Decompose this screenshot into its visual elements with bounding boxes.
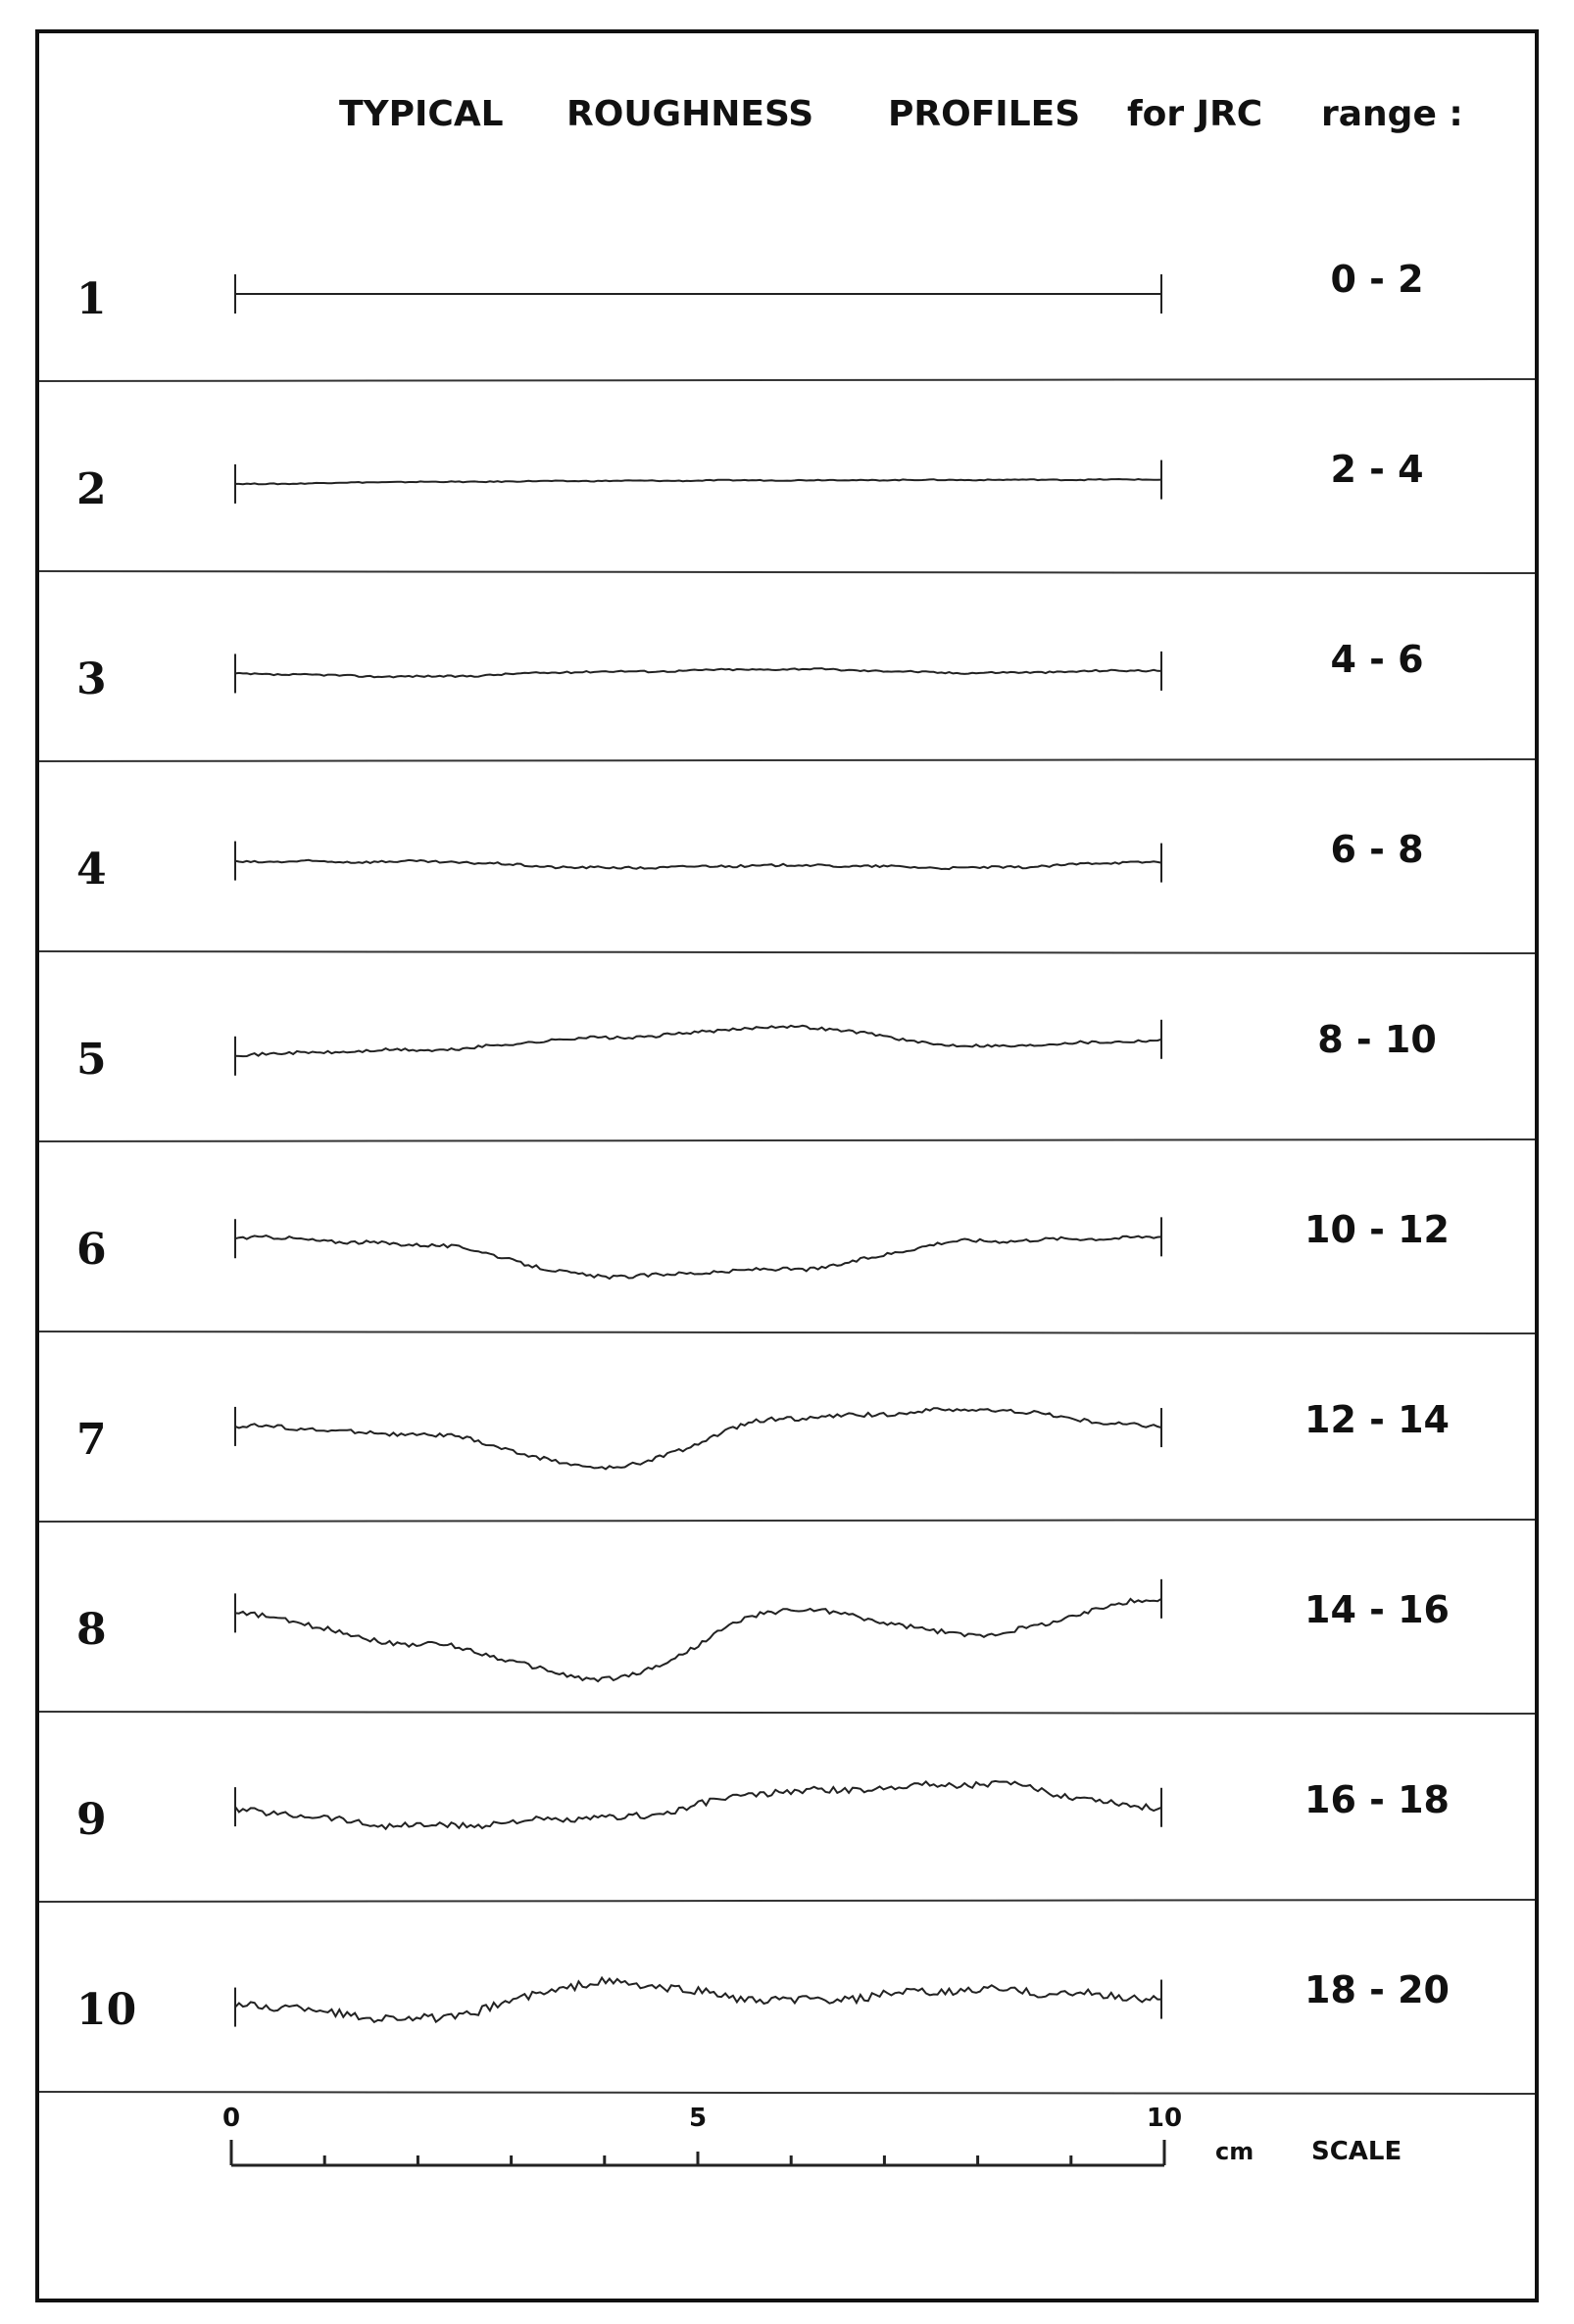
profile-row — [39, 638, 1535, 761]
roughness-profile-line — [235, 668, 1161, 677]
profile-row — [39, 828, 1535, 953]
roughness-profile-line — [235, 1408, 1161, 1469]
heading-word-roughness: ROUGHNESS — [566, 94, 814, 134]
profile-row — [39, 1778, 1535, 1902]
jrc-range-label: 6 - 8 — [1330, 828, 1424, 871]
scale-bar — [222, 2104, 1402, 2166]
profile-row — [39, 1018, 1535, 1141]
jrc-range-label: 4 - 6 — [1330, 638, 1424, 681]
profile-number: 1 — [76, 274, 107, 324]
roughness-profile-line — [235, 1599, 1161, 1681]
jrc-range-label: 18 - 20 — [1304, 1968, 1450, 2011]
roughness-profile-line — [235, 1978, 1161, 2022]
row-divider — [39, 571, 1535, 573]
jrc-range-label: 8 - 10 — [1317, 1018, 1437, 1061]
row-divider — [39, 951, 1535, 953]
row-divider — [39, 1712, 1535, 1714]
profile-number: 6 — [76, 1225, 107, 1275]
profile-number: 3 — [76, 654, 107, 704]
row-divider — [39, 1520, 1535, 1522]
profile-row — [39, 1208, 1535, 1333]
roughness-profile-line — [235, 479, 1161, 484]
row-divider — [39, 1900, 1535, 1902]
jrc-range-label: 16 - 18 — [1304, 1778, 1450, 1821]
heading-word-typical: TYPICAL — [339, 94, 504, 134]
row-divider — [39, 1139, 1535, 1141]
row-divider — [39, 379, 1535, 381]
profile-row — [39, 448, 1535, 573]
profile-number: 10 — [76, 1985, 137, 2035]
jrc-range-label: 12 - 14 — [1304, 1398, 1450, 1441]
row-divider — [39, 1331, 1535, 1333]
row-divider — [39, 759, 1535, 761]
profile-number: 9 — [76, 1795, 107, 1845]
scale-tick-label: 10 — [1146, 2104, 1183, 2133]
profile-number: 4 — [76, 845, 107, 895]
jrc-range-label: 14 - 16 — [1304, 1588, 1450, 1631]
heading-word-profiles: PROFILES — [888, 94, 1081, 134]
jrc-range-label: 0 - 2 — [1330, 258, 1424, 301]
heading-word-range: range : — [1321, 94, 1463, 134]
profile-row — [39, 258, 1535, 381]
profile-row — [39, 1968, 1535, 2094]
roughness-profile-line — [235, 1235, 1161, 1279]
profile-number: 5 — [76, 1035, 107, 1085]
profile-rows — [39, 258, 1535, 2094]
profile-number: 7 — [76, 1415, 107, 1465]
roughness-profile-line — [235, 1781, 1161, 1829]
jrc-range-label: 10 - 12 — [1304, 1208, 1450, 1251]
heading-word-for-jrc: for JRC — [1127, 94, 1263, 134]
row-divider — [39, 2092, 1535, 2094]
outer-frame — [37, 31, 1537, 2300]
scale-label: SCALE — [1311, 2137, 1402, 2166]
roughness-profile-line — [235, 860, 1161, 869]
scale-tick-label: 5 — [688, 2104, 708, 2133]
profile-number: 2 — [76, 464, 107, 514]
scale-unit: cm — [1215, 2138, 1254, 2165]
profile-number: 8 — [76, 1605, 107, 1655]
profile-row — [39, 1579, 1535, 1714]
profile-row — [39, 1398, 1535, 1522]
jrc-range-label: 2 - 4 — [1330, 448, 1424, 491]
roughness-profile-line — [235, 1026, 1161, 1056]
scale-tick-label: 0 — [221, 2104, 241, 2133]
